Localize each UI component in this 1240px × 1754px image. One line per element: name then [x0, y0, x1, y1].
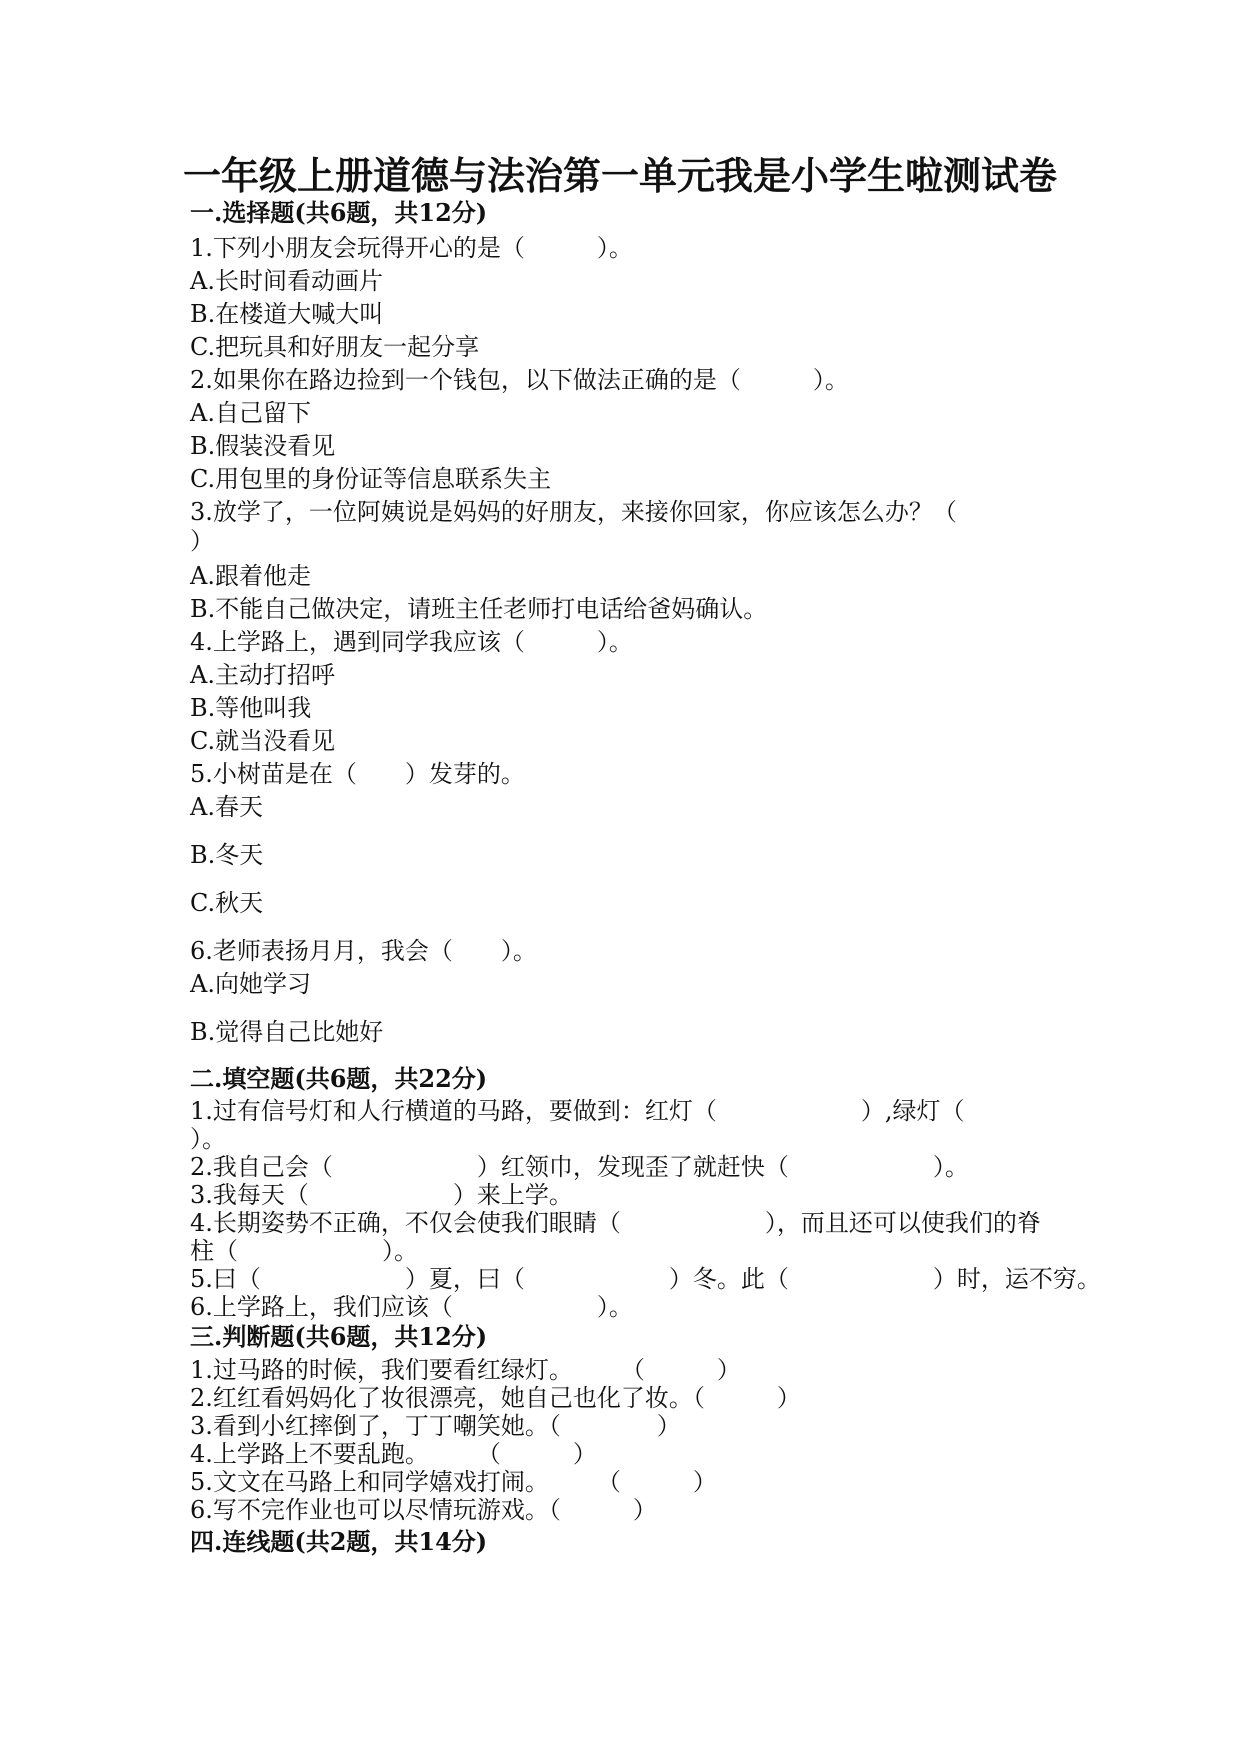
question-text-cont: ）。 [190, 1125, 226, 1153]
question-text: 6.老师表扬月月，我会（ ）。 [190, 937, 537, 965]
question-text-cont: ） [190, 527, 214, 555]
section-heading-fill-blank: 二.填空题(共6题，共22分) [190, 1064, 488, 1093]
question-text: 3.看到小红摔倒了，丁丁嘲笑她。（ ） [190, 1412, 681, 1440]
question-text: 1.过马路的时候，我们要看红绿灯。 （ ） [190, 1356, 741, 1384]
option-text: A.向她学习 [190, 970, 311, 998]
question-text-cont: 柱（ ）。 [190, 1237, 418, 1265]
question-text: 3.我每天（ ）来上学。 [190, 1181, 573, 1209]
question-text: 2.红红看妈妈化了妆很漂亮，她自己也化了妆。（ ） [190, 1384, 801, 1412]
section-heading-matching: 四.连线题(共2题，共14分) [190, 1527, 488, 1556]
option-text: B.觉得自己比她好 [190, 1018, 384, 1046]
question-text: 1.过有信号灯和人行横道的马路，要做到：红灯（ ）,绿灯（ [190, 1097, 965, 1125]
question-text: 4.上学路上，遇到同学我应该（ ）。 [190, 628, 633, 656]
question-text: 2.我自己会（ ）红领巾，发现歪了就赶快（ ）。 [190, 1153, 969, 1181]
question-text: 5.曰（ ）夏，曰（ ）冬。此（ ）时，运不穷。 [190, 1265, 1101, 1293]
question-text: 5.文文在马路上和同学嬉戏打闹。 （ ） [190, 1468, 717, 1496]
option-text: B.不能自己做决定，请班主任老师打电话给爸妈确认。 [190, 595, 768, 623]
option-text: C.把玩具和好朋友一起分享 [190, 333, 480, 361]
section-heading-choice: 一.选择题(共6题，共12分) [190, 198, 488, 227]
question-text: 1.下列小朋友会玩得开心的是（ ）。 [190, 234, 633, 262]
option-text: B.等他叫我 [190, 694, 312, 722]
option-text: C.秋天 [190, 889, 264, 917]
option-text: B.在楼道大喊大叫 [190, 300, 384, 328]
question-text: 6.上学路上，我们应该（ ）。 [190, 1293, 633, 1321]
option-text: A.跟着他走 [190, 562, 311, 590]
page-title: 一年级上册道德与法治第一单元我是小学生啦测试卷 [182, 153, 1057, 198]
option-text: A.自己留下 [190, 399, 311, 427]
question-text: 4.长期姿势不正确，不仅会使我们眼睛（ ），而且还可以使我们的脊 [190, 1209, 1041, 1237]
option-text: A.长时间看动画片 [190, 267, 383, 295]
option-text: B.冬天 [190, 841, 264, 869]
question-text: 5.小树苗是在（ ）发芽的。 [190, 760, 525, 788]
option-text: C.用包里的身份证等信息联系失主 [190, 465, 552, 493]
option-text: A.春天 [190, 793, 263, 821]
question-text: 4.上学路上不要乱跑。 （ ） [190, 1440, 597, 1468]
question-text: 3.放学了，一位阿姨说是妈妈的好朋友，来接你回家，你应该怎么办？（ [190, 498, 957, 526]
option-text: A.主动打招呼 [190, 661, 335, 689]
question-text: 6.写不完作业也可以尽情玩游戏。（ ） [190, 1496, 657, 1524]
question-text: 2.如果你在路边捡到一个钱包，以下做法正确的是（ ）。 [190, 366, 849, 394]
section-heading-true-false: 三.判断题(共6题，共12分) [190, 1322, 488, 1351]
option-text: C.就当没看见 [190, 727, 336, 755]
option-text: B.假装没看见 [190, 432, 336, 460]
